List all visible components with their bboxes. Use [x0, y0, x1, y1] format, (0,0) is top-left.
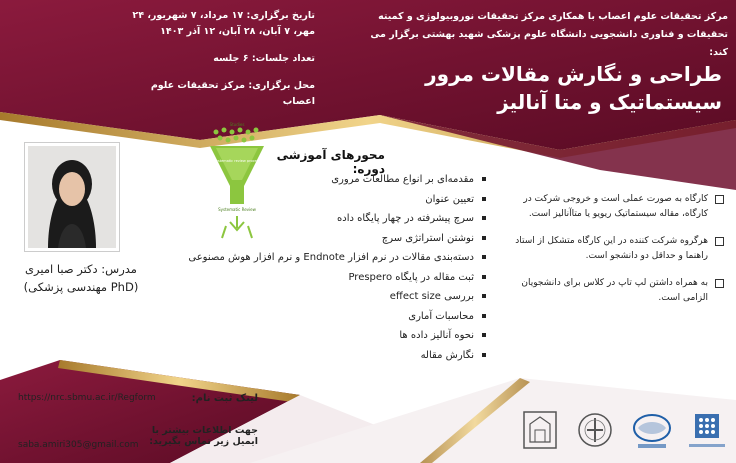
- person-icon: [28, 146, 116, 248]
- list-item: بررسی effect size: [240, 287, 488, 307]
- bullet-icon: [482, 177, 486, 181]
- lecturer-degree: (PhD مهندسی پزشکی): [23, 280, 139, 294]
- bullet-icon: [482, 197, 486, 201]
- bullet-icon: [482, 255, 486, 259]
- contact-email-link[interactable]: saba.amiri305@gmail.com: [18, 440, 139, 450]
- list-item: به همراه داشتن لپ تاپ در کلاس برای دانشجویان الزامی است.: [512, 276, 724, 306]
- list-item: نگارش مقاله: [240, 346, 488, 366]
- bullet-icon: [482, 314, 486, 318]
- university-logo-icon: [520, 408, 560, 456]
- registration-label: لینک ثبت نام:: [191, 393, 258, 404]
- course-title-line2: سیستماتیک و متا آنالیز: [497, 90, 722, 114]
- list-item: کارگاه به صورت عملی است و خروجی شرکت در کارگاه، مقاله سیستماتیک ریویو یا متاآنالیز است.: [512, 192, 724, 222]
- bullet-icon: [482, 333, 486, 337]
- list-item: مقدمه‌ای بر انواع مطالعات مروری: [240, 170, 488, 190]
- event-venue: محل برگزاری: مرکز تحقیقات علوم اعصاب: [150, 80, 315, 107]
- funnel-bottom-label: Systematic Review: [218, 207, 256, 212]
- hospital-logo-icon: [575, 408, 615, 456]
- list-item: نوشتن استراتژی سرچ: [240, 229, 488, 249]
- list-item: نحوه آنالیز داده ها: [240, 326, 488, 346]
- list-item: هرگروه شرکت کننده در این کارگاه متشکل از استاد راهنما و حداقل دو دانشجو است.: [512, 234, 724, 264]
- bullet-icon: [482, 353, 486, 357]
- topics-title: محورهای آموزشی دوره:: [276, 148, 385, 176]
- funnel-top-label: Studies: [229, 122, 245, 127]
- checkbox-icon: [715, 237, 724, 246]
- event-info: [120, 8, 315, 121]
- course-title: [402, 60, 722, 116]
- event-dates: تاریخ برگزاری: ۱۷ مرداد، ۷ شهریور، ۲۴ مهر، ۷ آبان، ۲۸ آبان، ۱۲ آذر ۱۴۰۳: [132, 10, 315, 37]
- research-committee-logo-icon: [685, 408, 729, 456]
- list-item: دسته‌بندی مقالات در نرم افزار Endnote و نرم افزار هوش مصنوعی: [240, 248, 488, 268]
- bullet-icon: [482, 216, 486, 220]
- lecturer-info: [6, 260, 156, 296]
- contact-label: جهت اطلاعات بیشتر با ایمیل زیر تماس بگیرید:: [149, 425, 258, 447]
- neuroscience-center-logo-icon: [630, 408, 674, 456]
- logos-strip: [520, 408, 730, 458]
- course-title-line1: طراحی و نگارش مقالات مرور: [425, 62, 722, 86]
- list-item: محاسبات آماری: [240, 307, 488, 327]
- event-sessions: تعداد جلسات: ۶ جلسه: [213, 53, 315, 64]
- checkbox-icon: [715, 195, 724, 204]
- funnel-middle-label: Systematic review process: [213, 159, 261, 163]
- bullet-icon: [482, 236, 486, 240]
- features-list: [512, 192, 724, 318]
- list-item: ثبت مقاله در پایگاه Prespero: [240, 268, 488, 288]
- lecturer-name: مدرس: دکتر صبا امیری: [25, 262, 137, 276]
- bullet-icon: [482, 275, 486, 279]
- list-item: سرچ پیشرفته در چهار پایگاه داده: [240, 209, 488, 229]
- registration-link[interactable]: https://nrc.sbmu.ac.ir/Regform: [18, 393, 156, 403]
- lecturer-photo: [25, 143, 119, 251]
- bullet-icon: [482, 294, 486, 298]
- organizer-text: مرکز تحقیقات علوم اعصاب با همکاری مرکز تحقیقات نوروبیولوژی و کمیته تحقیقات و فناوری دانشجویی دانشگاه علوم پزشکی شهید بهشتی برگزار می کند:: [370, 11, 728, 58]
- list-item: تعیین عنوان: [240, 190, 488, 210]
- checkbox-icon: [715, 279, 724, 288]
